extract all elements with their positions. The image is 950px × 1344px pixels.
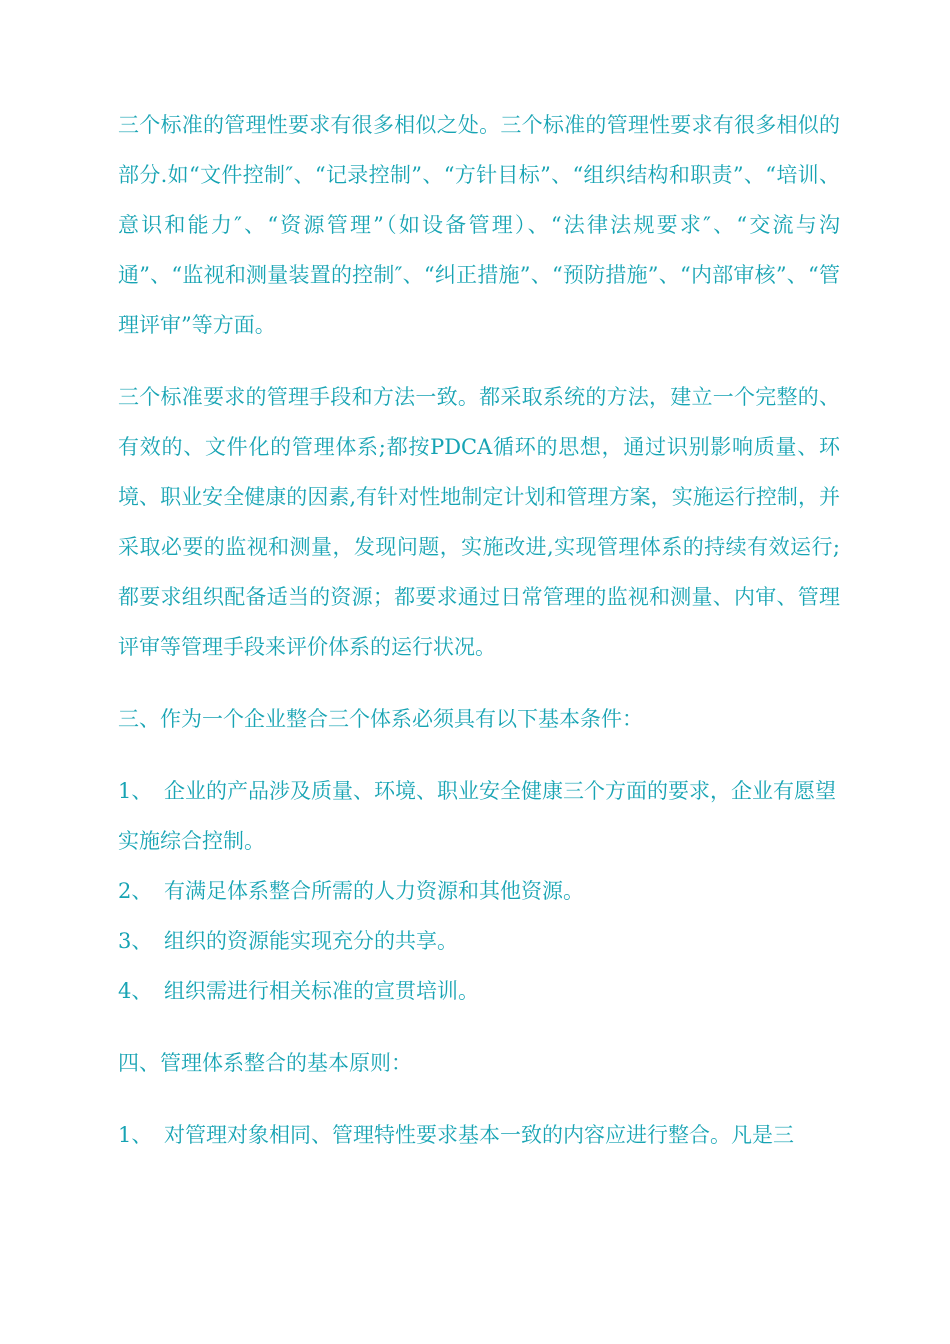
section-4-heading: 四、管理体系整合的基本原则： (118, 1051, 412, 1075)
document-page (118, 100, 840, 1182)
section-3-list (118, 766, 840, 1016)
list-item (118, 966, 840, 1016)
list-item (118, 866, 840, 916)
list-item-number: 1、 (118, 1123, 153, 1147)
list-item (118, 766, 840, 866)
paragraph-similarities: 三个标准的管理性要求有很多相似之处。三个标准的管理性要求有很多相似的部分.如“文件控制″、“记录控制”、“方针目标”、“组织结构和职责”、“培训、意识和能力″、“资源管理”（如设备管理）、“法律法规要求″、“交流与沟通”、“监视和测量装置的控制″、“纠正措施”、“预防措施”、“内部审核”、“管理评审”等方面。 (118, 113, 840, 337)
list-item-text: 有满足体系整合所需的人力资源和其他资源。 (164, 879, 584, 903)
list-item-text: 企业的产品涉及质量、环境、职业安全健康三个方面的要求，企业有愿望实施综合控制。 (118, 779, 836, 853)
list-item-number: 1、 (118, 779, 153, 803)
section-4-list (118, 1110, 840, 1160)
list-item (118, 1110, 840, 1160)
list-item-number: 2、 (118, 879, 153, 903)
paragraph-methods: 三个标准要求的管理手段和方法一致。都采取系统的方法，建立一个完整的、有效的、文件化的管理体系;都按PDCA循环的思想，通过识别影响质量、环境、职业安全健康的因素,有针对性地制定计划和管理方案，实施运行控制，并采取必要的监视和测量，发现问题，实施改进,实现管理体系的持续有效运行;都要求组织配备适当的资源；都要求通过日常管理的监视和测量、内审、管理评审等管理手段来评价体系的运行状况。 (118, 385, 840, 659)
list-item-text: 组织的资源能实现充分的共享。 (164, 929, 458, 953)
list-item-text: 组织需进行相关标准的宣贯培训。 (164, 979, 479, 1003)
list-item-number: 4、 (118, 979, 153, 1003)
list-item-text: 对管理对象相同、管理特性要求基本一致的内容应进行整合。凡是三 (164, 1123, 794, 1147)
list-item-number: 3、 (118, 929, 153, 953)
list-item (118, 916, 840, 966)
section-3-heading: 三、作为一个企业整合三个体系必须具有以下基本条件： (118, 707, 643, 731)
